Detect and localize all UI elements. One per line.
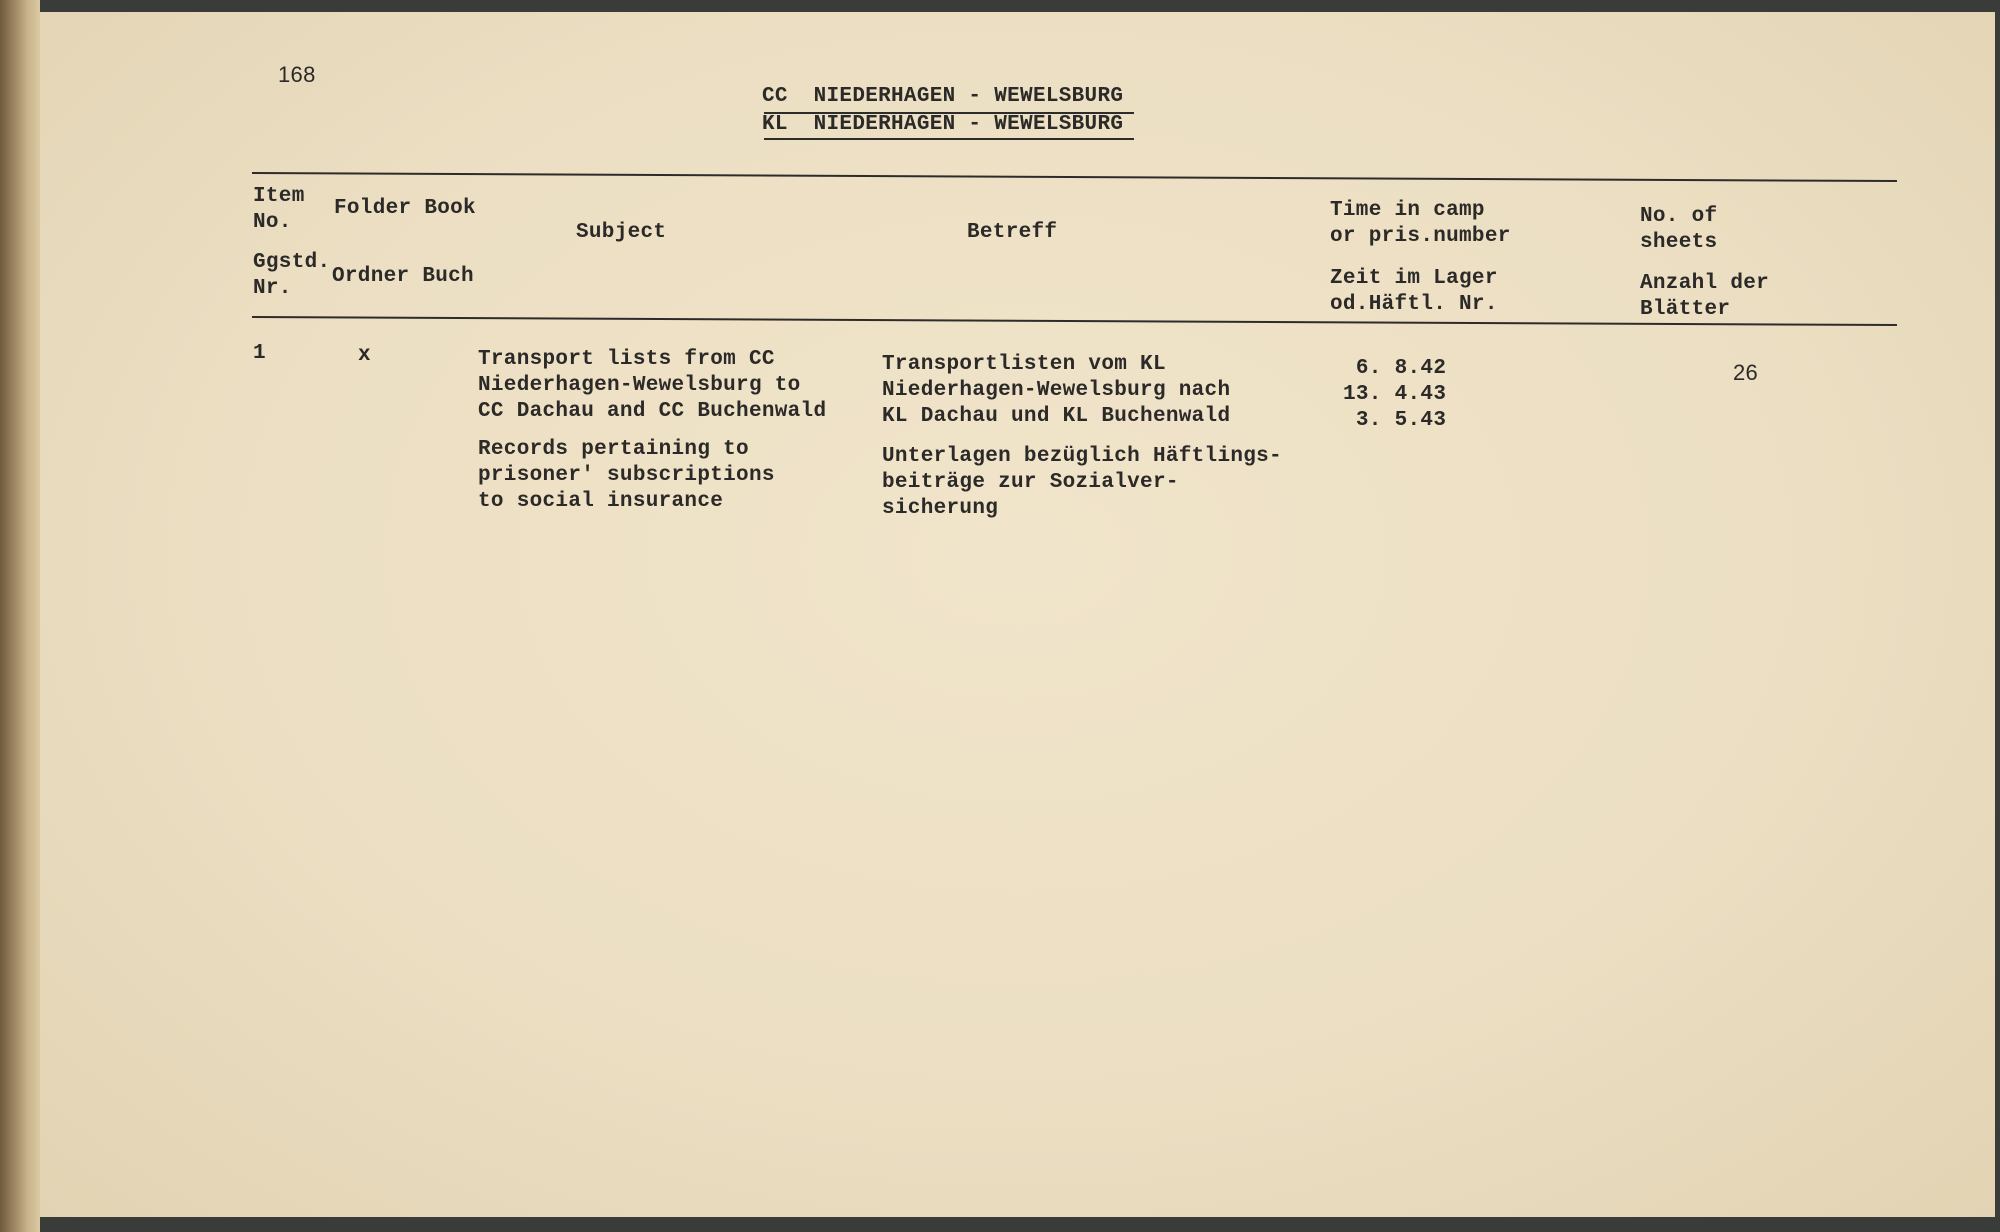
header-ordner-buch: Ordner Buch xyxy=(332,265,474,288)
row-betreff-2: Unterlagen bezüglich Häftlings- beiträge zur Sozialver- sicherung xyxy=(882,445,1282,520)
row-dates: 6. 8.42 13. 4.43 3. 5.43 xyxy=(1343,357,1447,432)
header-folder-book: Folder Book xyxy=(334,197,476,220)
header-top-rule xyxy=(252,172,1897,182)
header-item-no: Item No. xyxy=(253,185,305,234)
row-subject-2: Records pertaining to prisoner' subscriptions to social insurance xyxy=(478,438,775,513)
header-zeit-im-lager: Zeit im Lager od.Häftl. Nr. xyxy=(1330,267,1498,316)
header-betreff: Betreff xyxy=(967,221,1058,244)
header-anzahl-der-blatter: Anzahl der Blätter xyxy=(1640,272,1770,321)
row-subject-1: Transport lists from CC Niederhagen-Wewelsburg to CC Dachau and CC Buchenwald xyxy=(478,348,827,423)
header-time-in-camp: Time in camp or pris.number xyxy=(1330,199,1511,248)
row-betreff-1: Transportlisten vom KL Niederhagen-Wewelsburg nach KL Dachau und KL Buchenwald xyxy=(882,353,1231,428)
page-number: 168 xyxy=(278,62,316,87)
book-spine xyxy=(0,0,40,1232)
row-folder-mark: x xyxy=(358,344,371,367)
title-underline-2 xyxy=(764,138,1134,140)
document-page xyxy=(40,12,1995,1217)
title-line-2: KL NIEDERHAGEN - WEWELSBURG xyxy=(762,113,1124,136)
header-subject: Subject xyxy=(576,221,667,244)
header-no-of-sheets: No. of sheets xyxy=(1640,205,1718,254)
header-ggstd-nr: Ggstd. Nr. xyxy=(253,251,331,300)
title-line-1: CC NIEDERHAGEN - WEWELSBURG xyxy=(762,85,1124,108)
row-sheets: 26 xyxy=(1733,360,1759,385)
row-item-no: 1 xyxy=(253,342,266,365)
